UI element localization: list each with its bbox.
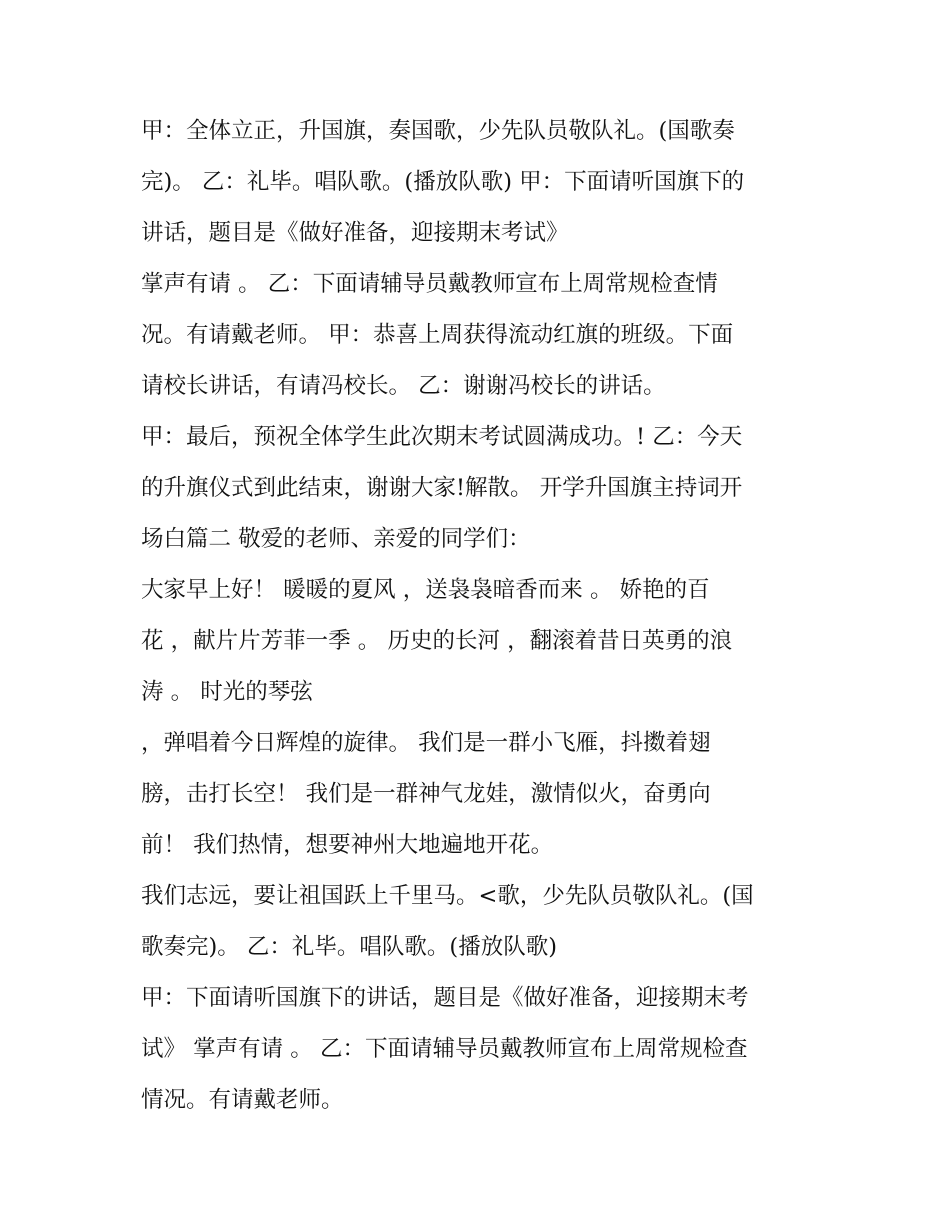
text-line: 的升旗仪式到此结束，谢谢大家!解散。 开学升国旗主持词开: [141, 475, 743, 501]
text-line: 场白篇二 敬爱的老师、亲爱的同学们：: [141, 526, 531, 552]
text-line: 膀，击打长空！ 我们是一群神气龙娃，激情似火，奋勇向: [141, 781, 711, 807]
text-line: 我们志远，要让祖国跃上千里马。<歌，少先队员敬队礼。(国: [141, 883, 754, 909]
text-line: 甲：全体立正，升国旗，奏国歌，少先队员敬队礼。(国歌奏: [141, 118, 735, 144]
text-line: 掌声有请 。 乙：下面请辅导员戴教师宣布上周常规检查情: [141, 271, 718, 297]
text-line: 完)。 乙：礼毕。唱队歌。(播放队歌) 甲：下面请听国旗下的: [141, 169, 745, 195]
text-line: 花 ，献片片芳菲一季 。 历史的长河 ，翻滚着昔日英勇的浪: [141, 628, 733, 654]
text-line: 情况。有请戴老师。: [141, 1087, 344, 1113]
text-line: 前！ 我们热情，想要神州大地遍地开花。: [141, 832, 554, 858]
text-line: 况。有请戴老师。 甲：恭喜上周获得流动红旗的班级。下面: [141, 322, 734, 348]
text-line: 甲：最后，预祝全体学生此次期末考试圆满成功。! 乙：今天: [141, 424, 743, 450]
text-line: 讲话，题目是《做好准备，迎接期末考试》: [141, 220, 569, 246]
text-line: 请校长讲话，有请冯校长。 乙：谢谢冯校长的讲话。: [141, 373, 666, 399]
text-line: 大家早上好！ 暖暖的夏风 ，送袅袅暗香而来 。 娇艳的百: [141, 577, 710, 603]
document-body: [141, 106, 841, 1126]
text-line: 甲：下面请听国旗下的讲话，题目是《做好准备，迎接期末考: [141, 985, 749, 1011]
text-line: 试》 掌声有请 。 乙：下面请辅导员戴教师宣布上周常规检查: [141, 1036, 748, 1062]
text-line: 涛 。 时光的琴弦: [141, 679, 313, 705]
text-line: ，弹唱着今日辉煌的旋律。 我们是一群小飞雁，抖擞着翅: [141, 730, 711, 756]
text-line: 歌奏完)。 乙：礼毕。唱队歌。(播放队歌): [141, 934, 557, 960]
